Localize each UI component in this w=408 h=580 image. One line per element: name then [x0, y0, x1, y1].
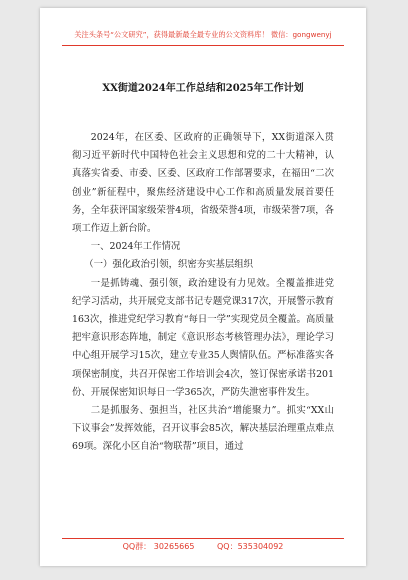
body-paragraph: 一是抓铸魂、强引领，政治建设有力见效。全覆盖推进党纪学习活动，共开展党支部书记专题党课317次，开展警示教育163次，推进党纪学习教育“每日一学”实现党员全覆盖。高质量把牢意识形态阵地，制定《意识形态考核管理办法》，理论学习中心组开展学习15次，建立专业35人舆情队伍。严标准落实各项保密制度，共召开保密工作培训会4次，签订保密承诺书201份、开展保密知识每日一学365次，严防失泄密事件发生。 — [72, 277, 334, 398]
document-page — [40, 8, 366, 566]
intro-paragraph: 2024年，在区委、区政府的正确领导下，XX街道深入贯彻习近平新时代中国特色社会主义思想和党的二十大精神，认真落实省委、市委、区委、区政府工作部署要求，在福田“二次创业”新征程中，聚焦经济建设中心工作和高质量发展首要任务，全年获评国家级荣誉4项，省级荣誉4项，市级荣誉7项，各项工作迈上新台阶。 — [72, 132, 334, 235]
footer-qq: QQ：535304092 — [217, 542, 284, 551]
body-paragraph: 二是抓服务、强担当，社区共治“增能聚力”。抓实“XX山下议事会”发挥效能，召开议事会85次，解决基层治理重点难点69项。深化小区自治“物联帮”项目，通过 — [72, 405, 334, 453]
document-body — [72, 129, 334, 457]
document-title: XX街道2024年工作总结和2025年工作计划 — [102, 83, 304, 94]
section-heading: 一、2024年工作情况 — [90, 241, 181, 253]
header-divider — [62, 45, 344, 46]
page-header: 关注头条号“公文研究”，获得最新最全最专业的公文资料库！ 微信：gongwenyj — [74, 30, 332, 39]
subsection-heading: （一）强化政治引领，织密夯实基层组织 — [84, 259, 253, 271]
footer-qq-group: QQ群： 30265665 — [122, 542, 195, 551]
page-footer — [40, 541, 366, 552]
footer-divider — [62, 538, 344, 539]
